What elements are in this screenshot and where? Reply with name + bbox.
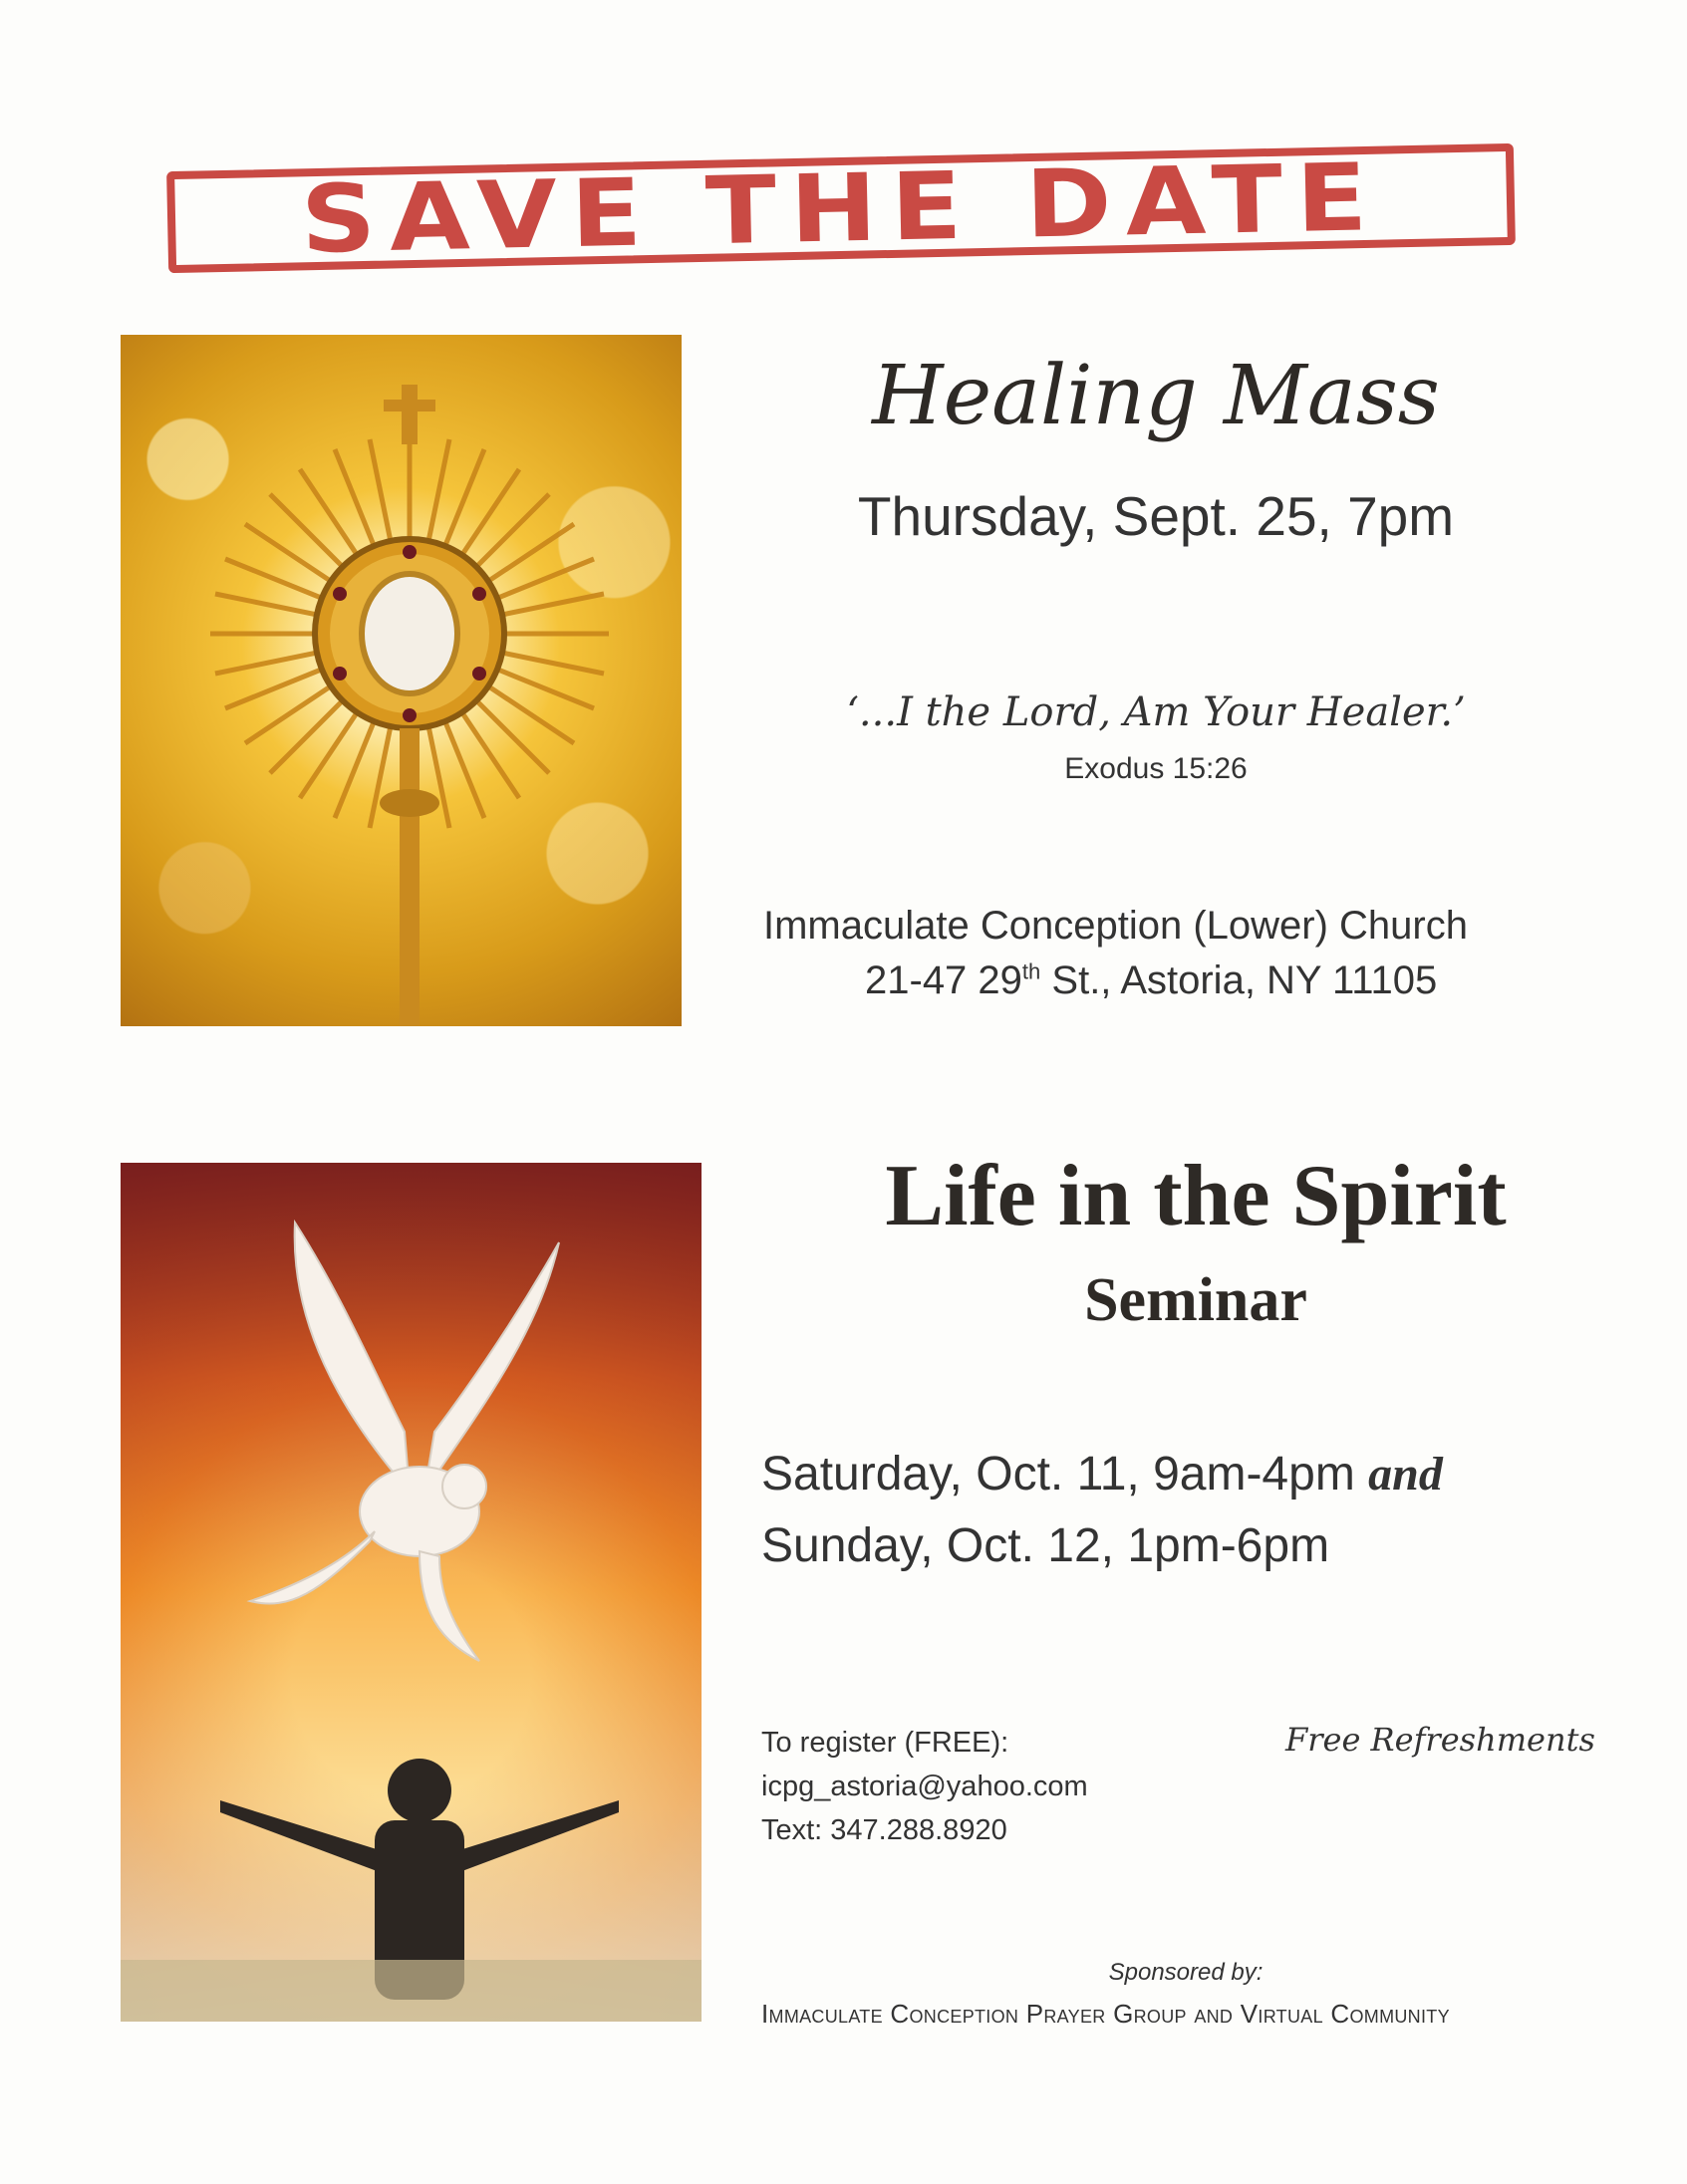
and-text: and: [1368, 1448, 1443, 1501]
church-name: Immaculate Conception (Lower) Church: [763, 904, 1468, 948]
healing-mass-date: Thursday, Sept. 25, 7pm: [857, 485, 1455, 547]
register-text-number: Text: 347.288.8920: [761, 1814, 1007, 1846]
monstrance-illustration: [121, 335, 682, 1026]
registration-block: [761, 1721, 1088, 1852]
monstrance-image: [121, 335, 682, 1026]
dove-illustration: [121, 1163, 702, 2022]
healing-mass-title: Healing Mass: [872, 349, 1440, 443]
seminar-sunday: Sunday, Oct. 12, 1pm-6pm: [761, 1519, 1330, 1572]
saturday-text: Saturday, Oct. 11, 9am-4pm: [761, 1448, 1355, 1501]
seminar-saturday: [761, 1447, 1638, 1502]
seminar-subtitle: Seminar: [1084, 1266, 1307, 1334]
church-address: [865, 958, 1642, 1003]
scripture-citation: Exodus 15:26: [1064, 752, 1248, 785]
register-label: To register (FREE):: [761, 1727, 1009, 1759]
register-email[interactable]: icpg_astoria@yahoo.com: [761, 1771, 1088, 1802]
stamp-text: SAVE THE DATE: [299, 141, 1383, 275]
seminar-title: Life in the Spirit: [885, 1148, 1507, 1244]
address-ordinal: th: [1021, 958, 1041, 984]
address-number: 21-47 29: [865, 958, 1022, 1002]
sponsored-by-label: Sponsored by:: [1108, 1959, 1264, 1986]
address-rest: St., Astoria, NY 11105: [1040, 958, 1438, 1002]
free-refreshments: Free Refreshments: [1285, 1721, 1595, 1759]
save-the-date-stamp: [166, 143, 1516, 273]
dove-fire-image: [121, 1163, 702, 2022]
scripture-quote: ‘...I the Lord, Am Your Healer.’: [846, 689, 1466, 735]
sponsor-name: Immaculate Conception Prayer Group and Virtual Community: [761, 1999, 1450, 2029]
